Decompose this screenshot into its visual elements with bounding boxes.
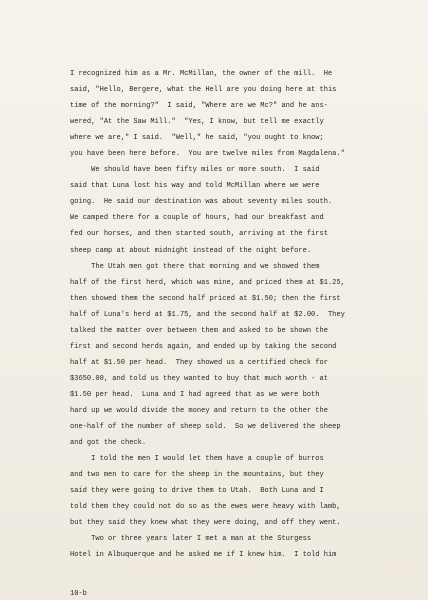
text-line: wered, "At the Saw Mill." "Yes, I know, but tell me exactly — [70, 118, 324, 127]
paragraph-1 — [70, 66, 392, 162]
text-line: $1.50 per head. Luna and I had agreed that as we were both — [70, 390, 320, 399]
text-line: but they said they knew what they were doing, and off they went. — [70, 519, 341, 528]
text-line: half of Luna's herd at $1.75, and the second half at $2.00. They — [70, 310, 345, 319]
text-line: first and second herds again, and ended up by taking the second — [70, 342, 337, 351]
text-line: going. He said our destination was about seventy miles south. — [70, 198, 333, 207]
text-line: and got the check. — [70, 439, 147, 448]
page-number: 10-b — [70, 590, 87, 598]
text-line: then showed them the second half priced at $1.50; then the first — [70, 294, 341, 303]
text-line: half of the first herd, which was mine, and priced them at $1.25, — [70, 278, 345, 287]
text-line: talked the matter over between them and asked to be shown the — [70, 326, 328, 335]
text-line: said that Luna lost his way and told McMillan where we were — [70, 182, 320, 191]
text-line: said, "Hello, Bergere, what the Hell are you doing here at this — [70, 86, 337, 95]
text-line: and two men to care for the sheep in the mountains, but they — [70, 471, 324, 480]
paragraph-5 — [70, 531, 392, 563]
text-line: I told the men I would let them have a couple of burros — [70, 455, 324, 464]
text-line: We should have been fifty miles or more south. I said — [70, 166, 320, 175]
text-line: sheep camp at about midnight instead of the night before. — [70, 246, 312, 255]
text-line: fed our horses, and then started south, arriving at the first — [70, 230, 328, 239]
text-line: hard up we would divide the money and return to the other the — [70, 406, 328, 415]
text-line: said they were going to drive them to Utah. Both Luna and I — [70, 487, 324, 496]
paragraph-2 — [70, 162, 392, 258]
text-line: Two or three years later I met a man at the Sturgess — [70, 535, 312, 544]
text-line: $3650.00, and told us they wanted to buy that much worth - at — [70, 374, 328, 383]
text-line: The Utah men got there that morning and we showed them — [70, 262, 320, 271]
text-line: told them they could not do so as the ewes were heavy with lamb, — [70, 503, 341, 512]
text-line: time of the morning?" I said, "Where are we Mc?" and he ans- — [70, 102, 328, 111]
text-line: We camped there for a couple of hours, had our breakfast and — [70, 214, 324, 223]
text-line: where we are," I said. "Well," he said, "you ought to know; — [70, 134, 324, 143]
text-line: half at $1.50 per head. They showed us a certified check for — [70, 358, 328, 367]
text-line: you have been here before. You are twelve miles from Magdalena." — [70, 150, 345, 159]
text-line: I recognized him as a Mr. McMillan, the owner of the mill. He — [70, 70, 333, 78]
paragraph-3 — [70, 259, 392, 452]
document-body — [70, 66, 392, 563]
paragraph-4 — [70, 451, 392, 531]
text-line: one-half of the number of sheep sold. So we delivered the sheep — [70, 423, 341, 432]
text-line: Hotel in Albuquerque and he asked me if I knew him. I told him — [70, 551, 337, 560]
